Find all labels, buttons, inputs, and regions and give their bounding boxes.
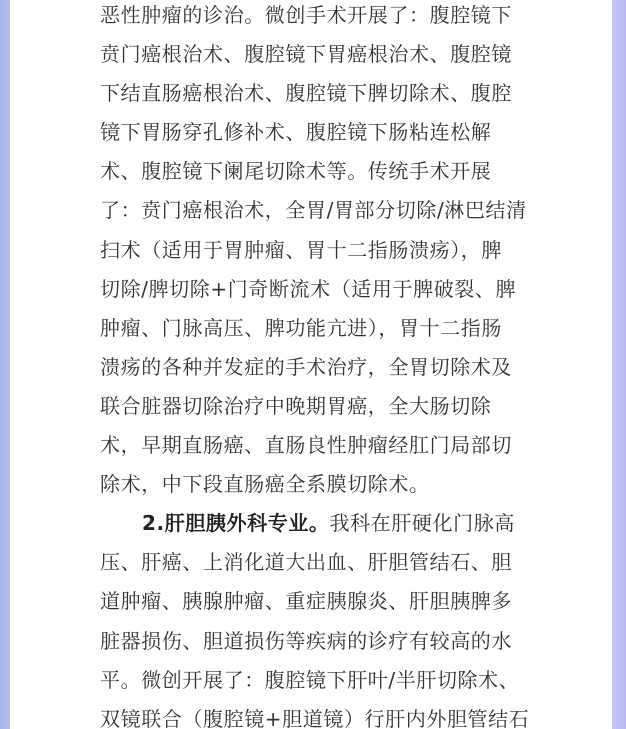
paragraph-line: 压、肝癌、上消化道大出血、肝胆管结石、胆 (100, 550, 512, 575)
paragraph-line: 平。微创开展了：腹腔镜下肝叶/半肝切除术、 (100, 667, 520, 692)
paragraph-line: 溃疡的各种并发症的手术治疗，全胃切除术及 (100, 354, 512, 379)
paragraph-line: 贲门癌根治术、腹腔镜下胃癌根治术、腹腔镜 (100, 42, 512, 67)
paragraph-line: 除术，中下段直肠癌全系膜切除术。 (100, 472, 430, 497)
section-heading: 2.肝胆胰外科专业。 (142, 511, 330, 536)
paragraph-line: 双镜联合（腹腔镜+胆道镜）行肝内外胆管结石 (100, 706, 530, 729)
paragraph-line: 了：贲门癌根治术，全胃/胃部分切除/淋巴结清 (100, 198, 527, 223)
paragraph-line: 恶性肿瘤的诊治。微创手术开展了：腹腔镜下 (100, 3, 512, 27)
paragraph-line: 道肿瘤、胰腺肿瘤、重症胰腺炎、肝胆胰脾多 (100, 589, 512, 614)
article-text (100, 0, 560, 729)
section-heading-line (100, 504, 560, 543)
paragraph-line: 镜下胃肠穿孔修补术、腹腔镜下肠粘连松解 (100, 120, 492, 145)
section-heading-rest: 我科在肝硬化门脉高 (329, 511, 515, 536)
paragraph-line: 下结直肠癌根治术、腹腔镜下脾切除术、腹腔 (100, 81, 512, 106)
article-card (10, 0, 612, 729)
paragraph-line: 术，早期直肠癌、直肠良性肿瘤经肛门局部切 (100, 433, 512, 458)
paragraph-line: 扫术（适用于胃肿瘤、胃十二指肠溃疡），脾 (100, 237, 502, 262)
paragraph-line: 切除/脾切除+门奇断流术（适用于脾破裂、脾 (100, 276, 517, 301)
paragraph-line: 联合脏器切除治疗中晚期胃癌，全大肠切除 (100, 393, 492, 418)
paragraph-line: 术、腹腔镜下阑尾切除术等。传统手术开展 (100, 159, 492, 184)
paragraph-line: 肿瘤、门脉高压、脾功能亢进），胃十二指肠 (100, 315, 502, 340)
paragraph-line: 脏器损伤、胆道损伤等疾病的诊疗有较高的水 (100, 628, 512, 653)
